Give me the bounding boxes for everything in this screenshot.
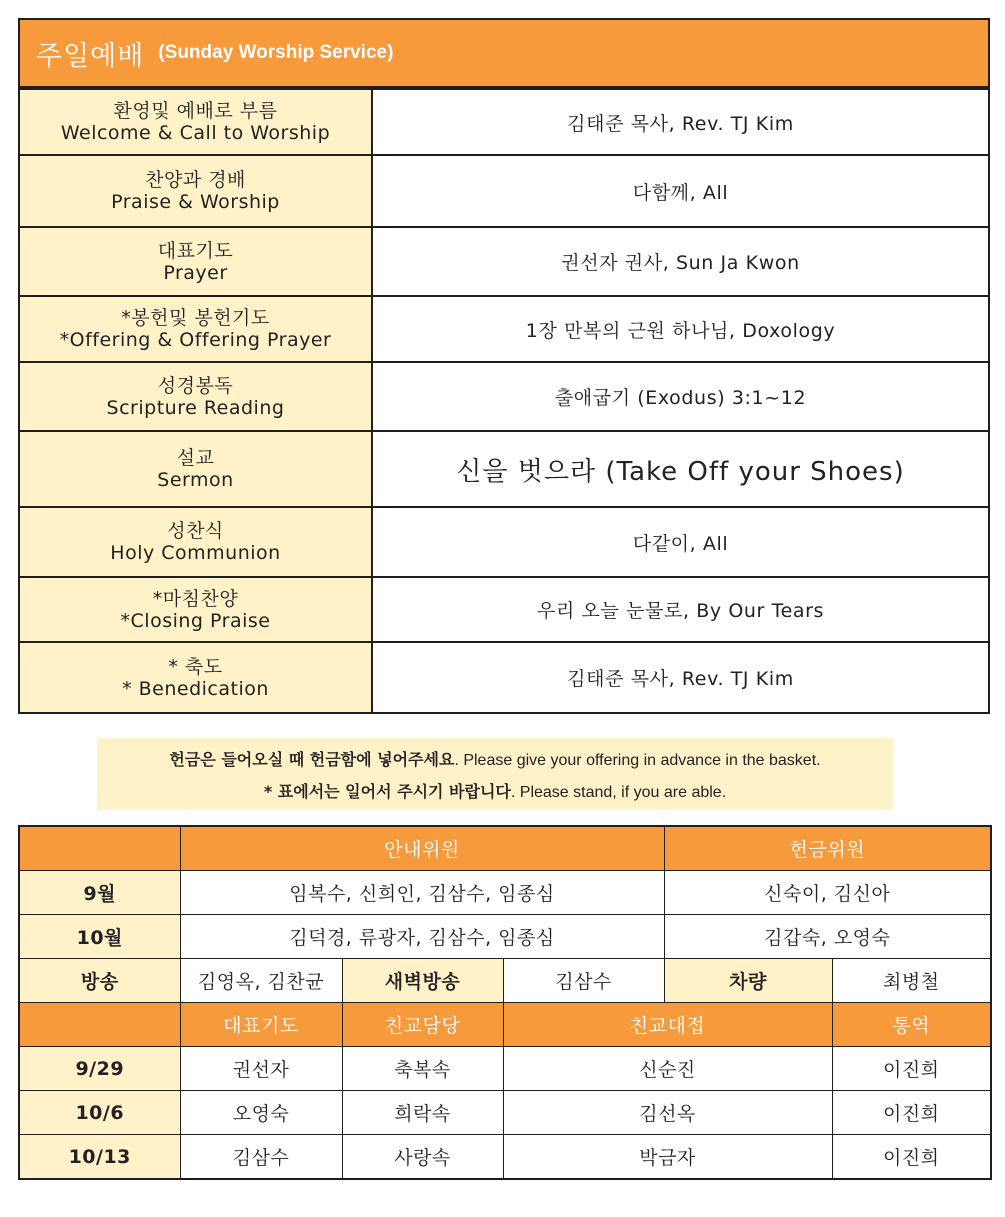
host-header: 친교대접 (503, 1003, 832, 1047)
month-label: 9월 (19, 871, 180, 915)
item-english: Welcome & Call to Worship (60, 122, 331, 144)
month-label: 10월 (19, 915, 180, 959)
vehicle-name: 최병철 (832, 959, 991, 1003)
table-row (19, 1135, 991, 1180)
table-row (19, 1047, 991, 1091)
ushers-names: 김덕경, 류광자, 김삼수, 임종심 (180, 915, 664, 959)
empty-header-cell (19, 1003, 180, 1047)
fellowship-name: 사랑속 (342, 1135, 503, 1180)
service-value: 다함께, All (632, 181, 729, 204)
vehicle-label: 차량 (664, 959, 832, 1003)
item-korean: 성경봉독 (157, 374, 234, 397)
item-english: Scripture Reading (106, 396, 285, 419)
item-korean: 대표기도 (157, 239, 234, 262)
duty-roster-table (18, 825, 992, 1180)
item-english: Sermon (157, 469, 234, 491)
schedule-header-row (19, 1003, 991, 1047)
interpret-name: 이진희 (832, 1091, 991, 1135)
ushers-names: 임복수, 신희인, 김삼수, 임종심 (180, 871, 664, 915)
service-row (20, 641, 988, 712)
service-header (20, 20, 988, 88)
interpret-name: 이진희 (832, 1047, 991, 1091)
ushers-header: 안내위원 (180, 826, 664, 871)
item-korean: *마침찬양 (152, 587, 239, 610)
item-korean: 설교 (176, 447, 215, 469)
interpret-header: 통역 (832, 1003, 991, 1047)
date-label: 10/6 (19, 1091, 180, 1135)
service-row (20, 88, 988, 154)
fellowship-header: 친교담당 (342, 1003, 503, 1047)
service-row (20, 154, 988, 226)
item-korean: * 축도 (168, 655, 223, 678)
service-value: 다같이, All (632, 532, 729, 555)
table-row (19, 915, 991, 959)
interpret-name: 이진희 (832, 1135, 991, 1180)
host-name: 김선옥 (503, 1091, 832, 1135)
prayer-name: 오영숙 (180, 1091, 342, 1135)
service-item (20, 297, 373, 361)
date-label: 9/29 (19, 1047, 180, 1091)
item-english: * Benedication (122, 677, 269, 700)
service-title: 주일예배 (36, 40, 145, 72)
worship-service-table (18, 18, 990, 714)
notice-korean: * 표에서는 일어서 주시기 바랍니다 (263, 782, 511, 801)
service-row (20, 226, 988, 295)
prayer-name: 권선자 (180, 1047, 342, 1091)
broadcast-label: 방송 (19, 959, 180, 1003)
offering-header: 헌금위원 (664, 826, 991, 871)
service-item (20, 432, 373, 506)
item-korean: 성찬식 (167, 520, 224, 542)
fellowship-name: 희락속 (342, 1091, 503, 1135)
table-row (19, 1091, 991, 1135)
service-value: 출애굽기 (Exodus) 3:1~12 (554, 387, 807, 409)
item-english: *Offering & Offering Prayer (59, 329, 332, 351)
item-english: *Closing Praise (120, 609, 271, 632)
notice-english: . Please stand, if you are able. (510, 784, 727, 801)
service-value: 김태준 목사, Rev. TJ Kim (567, 112, 794, 135)
service-row (20, 506, 988, 576)
offering-notice (97, 738, 893, 810)
service-value: 권선자 권사, Sun Ja Kwon (561, 252, 800, 274)
prayer-name: 김삼수 (180, 1135, 342, 1180)
notice-korean: 헌금은 들어오실 때 헌금함에 넣어주세요 (169, 750, 455, 769)
service-item (20, 228, 373, 295)
item-english: Holy Communion (110, 542, 281, 564)
service-value: 김태준 목사, Rev. TJ Kim (567, 668, 794, 690)
item-english: Praise & Worship (111, 191, 280, 213)
service-item (20, 643, 373, 712)
table-row (19, 871, 991, 915)
service-item (20, 578, 373, 641)
sermon-title: 신을 벗으라 (Take Off your Shoes) (456, 456, 905, 487)
prayer-header: 대표기도 (180, 1003, 342, 1047)
offering-names: 김갑숙, 오영숙 (664, 915, 991, 959)
notice-line-1 (97, 744, 893, 776)
offering-names: 신숙이, 김신아 (664, 871, 991, 915)
service-subtitle: (Sunday Worship Service) (158, 42, 394, 63)
notice-english: . Please give your offering in advance in the basket. (454, 752, 821, 769)
host-name: 박금자 (503, 1135, 832, 1180)
item-korean: 찬양과 경배 (145, 169, 246, 191)
broadcast-names: 김영옥, 김찬균 (180, 959, 342, 1003)
service-row (20, 295, 988, 361)
service-value: 우리 오늘 눈물로, By Our Tears (536, 600, 825, 622)
date-label: 10/13 (19, 1135, 180, 1180)
empty-header-cell (19, 826, 180, 871)
item-korean: 환영및 예배로 부름 (113, 100, 278, 122)
table-row (19, 959, 991, 1003)
dawn-broadcast-name: 김삼수 (503, 959, 664, 1003)
host-name: 신순진 (503, 1047, 832, 1091)
service-row (20, 430, 988, 506)
service-value: 1장 만복의 근원 하나님, Doxology (525, 319, 836, 342)
fellowship-name: 축복속 (342, 1047, 503, 1091)
item-english: Prayer (163, 261, 228, 284)
dawn-broadcast-label: 새벽방송 (342, 959, 503, 1003)
service-item (20, 508, 373, 576)
roster-header-row (19, 826, 991, 871)
service-row (20, 361, 988, 430)
service-row (20, 576, 988, 641)
service-item (20, 90, 373, 154)
service-item (20, 363, 373, 430)
service-item (20, 156, 373, 226)
item-korean: *봉헌및 봉헌기도 (121, 307, 270, 329)
notice-line-2 (97, 776, 893, 808)
